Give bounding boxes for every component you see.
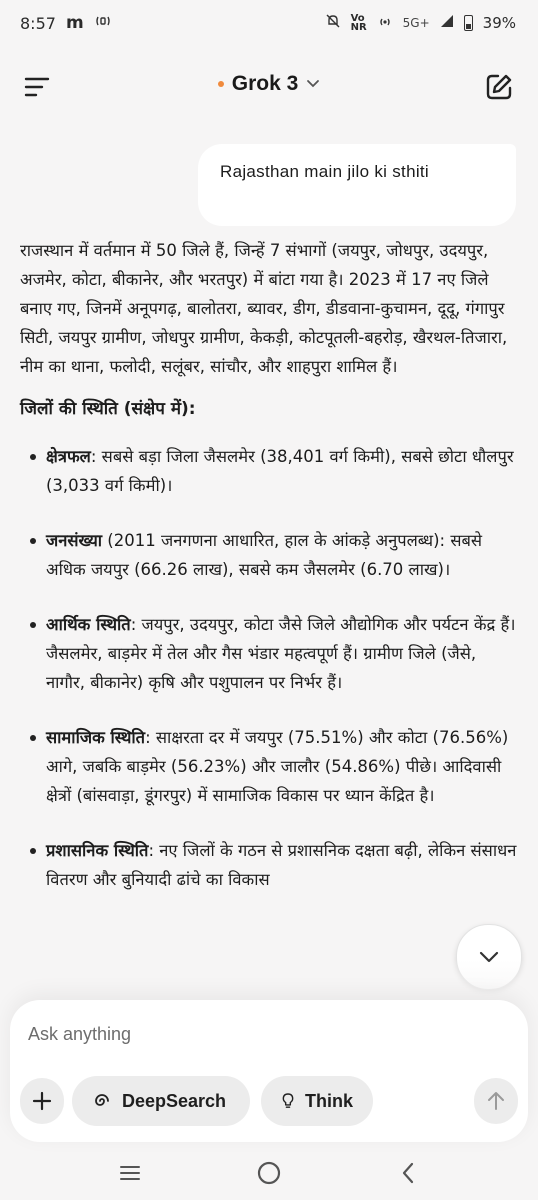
point-text: : नए जिलों के गठन से प्रशासनिक दक्षता बढ़ी, लेकिन संसाधन वितरण और बुनियादी ढांचे का विकास bbox=[46, 841, 517, 889]
send-button[interactable] bbox=[474, 1078, 518, 1124]
arrow-up-icon bbox=[486, 1090, 506, 1112]
battery-percent: 39% bbox=[482, 14, 516, 32]
think-label: Think bbox=[305, 1090, 353, 1111]
ask-input[interactable] bbox=[26, 1018, 470, 1050]
model-selector[interactable] bbox=[204, 72, 334, 96]
home-button[interactable] bbox=[249, 1153, 289, 1193]
model-name: Grok 3 bbox=[231, 72, 299, 95]
list-item bbox=[20, 610, 520, 697]
chevron-down-icon bbox=[306, 79, 320, 89]
user-message-text: Rajasthan main jilo ki sthiti bbox=[220, 162, 430, 181]
point-term: क्षेत्रफल bbox=[46, 447, 91, 466]
nfc-icon bbox=[94, 14, 112, 32]
list-item bbox=[20, 526, 520, 584]
deepsearch-icon bbox=[92, 1091, 112, 1111]
point-text: (2011 जनगणना आधारित, हाल के आंकड़े अनुपलब्ध): सबसे अधिक जयपुर (66.26 लाख), सबसे कम जैसलमेर (6.70 लाख)। bbox=[46, 531, 483, 579]
nr-label: NR bbox=[350, 22, 367, 33]
status-right bbox=[325, 13, 516, 33]
hotspot-icon bbox=[377, 13, 393, 33]
system-nav-bar bbox=[0, 1146, 538, 1200]
point-text: : सबसे बड़ा जिला जैसलमेर (38,401 वर्ग किमी), सबसे छोटा धौलपुर (3,033 वर्ग किमी)। bbox=[46, 447, 514, 495]
status-time: 8:57 bbox=[20, 13, 56, 33]
list-item bbox=[20, 836, 520, 894]
lightbulb-icon bbox=[281, 1090, 295, 1112]
network-type: 5G+ bbox=[402, 16, 430, 30]
list-item bbox=[20, 723, 520, 810]
volte-indicator bbox=[351, 14, 367, 32]
menu-icon bbox=[24, 74, 50, 100]
volte-label: Vo bbox=[350, 13, 365, 24]
attach-button[interactable] bbox=[20, 1078, 64, 1124]
point-text: : जयपुर, उदयपुर, कोटा जैसे जिले औद्योगिक और पर्यटन केंद्र हैं। जैसलमेर, बाड़मेर में तेल और गैस भंडार महत्वपूर्ण हैं। ग्रामीण जिले (जैसे, नागौर, बीकानेर) कृषि और पशुपालन पर निर्भर हैं। bbox=[46, 615, 516, 692]
app-header bbox=[0, 58, 538, 118]
mute-icon bbox=[325, 13, 341, 33]
home-icon bbox=[256, 1160, 282, 1186]
menu-button[interactable] bbox=[24, 74, 50, 100]
user-message-bubble bbox=[198, 144, 516, 226]
back-button[interactable] bbox=[388, 1153, 428, 1193]
recents-icon bbox=[118, 1163, 142, 1183]
point-term: आर्थिक स्थिति bbox=[46, 615, 131, 634]
point-term: प्रशासनिक स्थिति bbox=[46, 841, 149, 860]
deepsearch-label: DeepSearch bbox=[122, 1090, 227, 1111]
assistant-response bbox=[20, 236, 520, 920]
list-item bbox=[20, 442, 520, 500]
status-bar bbox=[0, 0, 538, 46]
point-text: : साक्षरता दर में जयपुर (75.51%) और कोटा (76.56%) आगे, जबकि बाड़मेर (56.23%) और जालौर (54.86%) पीछे। आदिवासी क्षेत्रों (बांसवाड़ा, डूंगरपुर) में सामाजिक विकास पर ध्यान केंद्रित है। bbox=[46, 728, 509, 805]
app-notification-icon: m bbox=[65, 13, 84, 33]
point-term: जनसंख्या bbox=[46, 531, 103, 550]
response-points bbox=[20, 442, 520, 894]
plus-icon bbox=[32, 1091, 52, 1111]
response-intro: राजस्थान में वर्तमान में 50 जिले हैं, जिन्हें 7 संभागों (जयपुर, जोधपुर, उदयपुर, अजमेर, कोटा, बीकानेर, और भरतपुर) में बांटा गया है। 2023 में 17 नए जिले बनाए गए, जिनमें अनूपगढ़, बालोतरा, ब्यावर, डीग, डीडवाना-कुचामन, दूदू, गंगापुर सिटी, जयपुर ग्रामीण, जोधपुर ग्रामीण, केकड़ी, कोटपूतली-बहरोड़, खैरथल-तिजारा, नीम का थाना, फलोदी, सलूंबर, सांचौर, और शाहपुरा शामिल हैं। bbox=[20, 241, 508, 376]
recents-button[interactable] bbox=[110, 1153, 150, 1193]
signal-icon bbox=[440, 14, 454, 32]
new-chat-button[interactable] bbox=[484, 72, 514, 102]
status-left bbox=[20, 13, 112, 33]
composer bbox=[10, 1000, 528, 1142]
deepsearch-button[interactable] bbox=[72, 1076, 250, 1126]
response-heading: जिलों की स्थिति (संक्षेप में): bbox=[20, 399, 196, 419]
back-icon bbox=[400, 1161, 416, 1185]
battery-icon bbox=[464, 15, 473, 31]
think-button[interactable] bbox=[261, 1076, 373, 1126]
new-chat-icon bbox=[484, 72, 514, 102]
model-status-dot bbox=[218, 81, 224, 87]
point-term: सामाजिक स्थिति bbox=[46, 728, 146, 747]
